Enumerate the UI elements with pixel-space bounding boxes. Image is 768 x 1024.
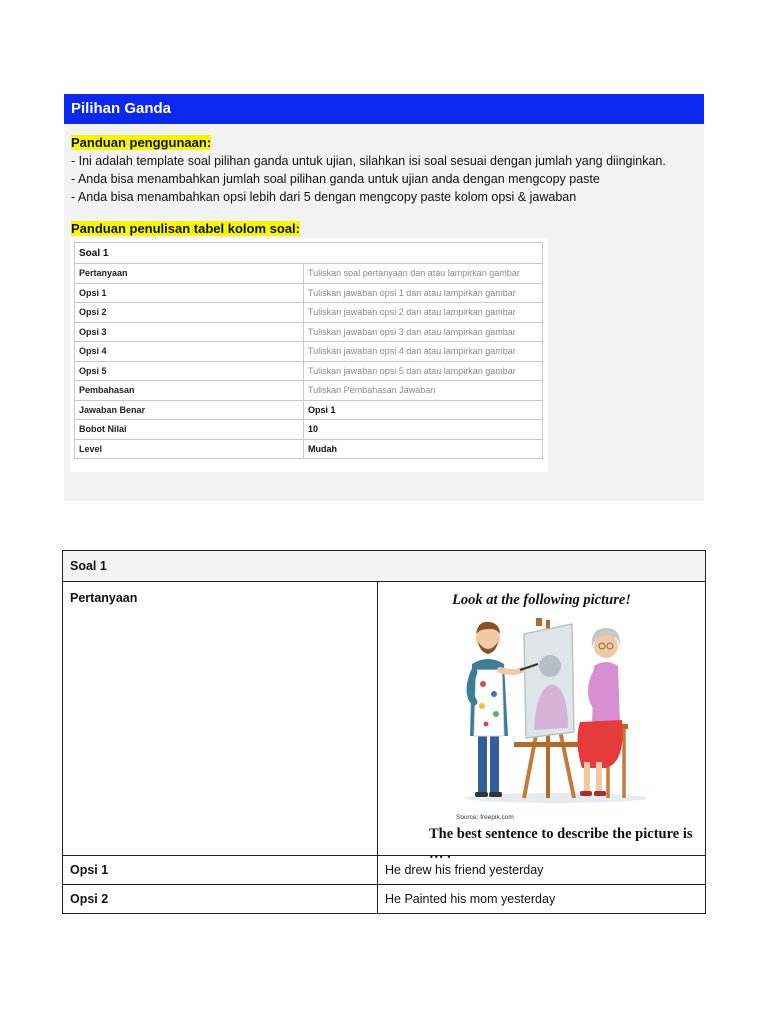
question-label: Pertanyaan xyxy=(63,582,378,856)
usage-guide xyxy=(71,134,666,206)
row-value: Tuliskan jawaban opsi 1 dan atau lampirkan gambar xyxy=(304,283,543,303)
guide-title: Pilihan Ganda xyxy=(64,94,704,124)
usage-line: - Ini adalah template soal pilihan ganda untuk ujian, silahkan isi soal sesuai dengan jumlah yang diinginkan. xyxy=(71,154,666,168)
row-value: 10 xyxy=(304,420,543,440)
row-key: Opsi 3 xyxy=(75,322,304,342)
question-cell xyxy=(378,582,706,862)
table-row xyxy=(75,420,543,440)
option-label: Opsi 2 xyxy=(63,885,378,914)
row-value: Mudah xyxy=(304,439,543,459)
table-row xyxy=(75,264,543,284)
row-key: Level xyxy=(75,439,304,459)
question-table-header: Soal 1 xyxy=(63,551,706,582)
option-text[interactable]: He drew his friend yesterday xyxy=(378,856,706,885)
table-row xyxy=(75,322,543,342)
usage-line: - Anda bisa menambahkan opsi lebih dari 5 dengan mengcopy paste kolom opsi & jawaban xyxy=(71,190,577,204)
guide-panel xyxy=(64,94,704,501)
question-text: The best sentence to describe the picture is … . xyxy=(429,826,693,862)
table-row xyxy=(75,303,543,323)
row-key: Opsi 5 xyxy=(75,361,304,381)
option-text[interactable]: He Painted his mom yesterday xyxy=(378,885,706,914)
usage-heading: Panduan penggunaan: xyxy=(71,135,212,150)
row-key: Opsi 2 xyxy=(75,303,304,323)
table-row xyxy=(75,381,543,401)
question-table xyxy=(62,550,706,914)
row-value: Tuliskan jawaban opsi 5 dan atau lampirkan gambar xyxy=(304,361,543,381)
row-key: Bobot Nilai xyxy=(75,420,304,440)
picture-title: Look at the following picture! xyxy=(452,592,631,608)
table-row xyxy=(75,342,543,362)
painter-illustration xyxy=(456,612,646,812)
sample-table-image xyxy=(70,238,548,472)
row-value: Tuliskan Pembahasan Jawaban xyxy=(304,381,543,401)
row-value: Tuliskan jawaban opsi 2 dan atau lampirkan gambar xyxy=(304,303,543,323)
row-value: Tuliskan jawaban opsi 3 dan atau lampirkan gambar xyxy=(304,322,543,342)
table-row xyxy=(75,400,543,420)
row-value: Tuliskan jawaban opsi 4 dan atau lampirkan gambar xyxy=(304,342,543,362)
table-row xyxy=(75,283,543,303)
row-value: Tuliskan soal pertanyaan dan atau lampirkan gambar xyxy=(304,264,543,284)
row-key: Jawaban Benar xyxy=(75,400,304,420)
sample-table-header: Soal 1 xyxy=(75,243,543,264)
table-row xyxy=(75,361,543,381)
usage-line: - Anda bisa menambahkan jumlah soal pilihan ganda untuk ujian anda dengan mengcopy paste xyxy=(71,172,600,186)
row-key: Opsi 4 xyxy=(75,342,304,362)
row-key: Opsi 1 xyxy=(75,283,304,303)
option-label: Opsi 1 xyxy=(63,856,378,885)
table-guide-heading: Panduan penulisan tabel kolom soal: xyxy=(71,221,300,236)
sample-table xyxy=(74,242,543,459)
row-key: Pertanyaan xyxy=(75,264,304,284)
table-row xyxy=(75,439,543,459)
row-key: Pembahasan xyxy=(75,381,304,401)
row-value: Opsi 1 xyxy=(304,400,543,420)
image-source: Source: freepik.com xyxy=(456,814,514,821)
option-row xyxy=(63,885,706,914)
